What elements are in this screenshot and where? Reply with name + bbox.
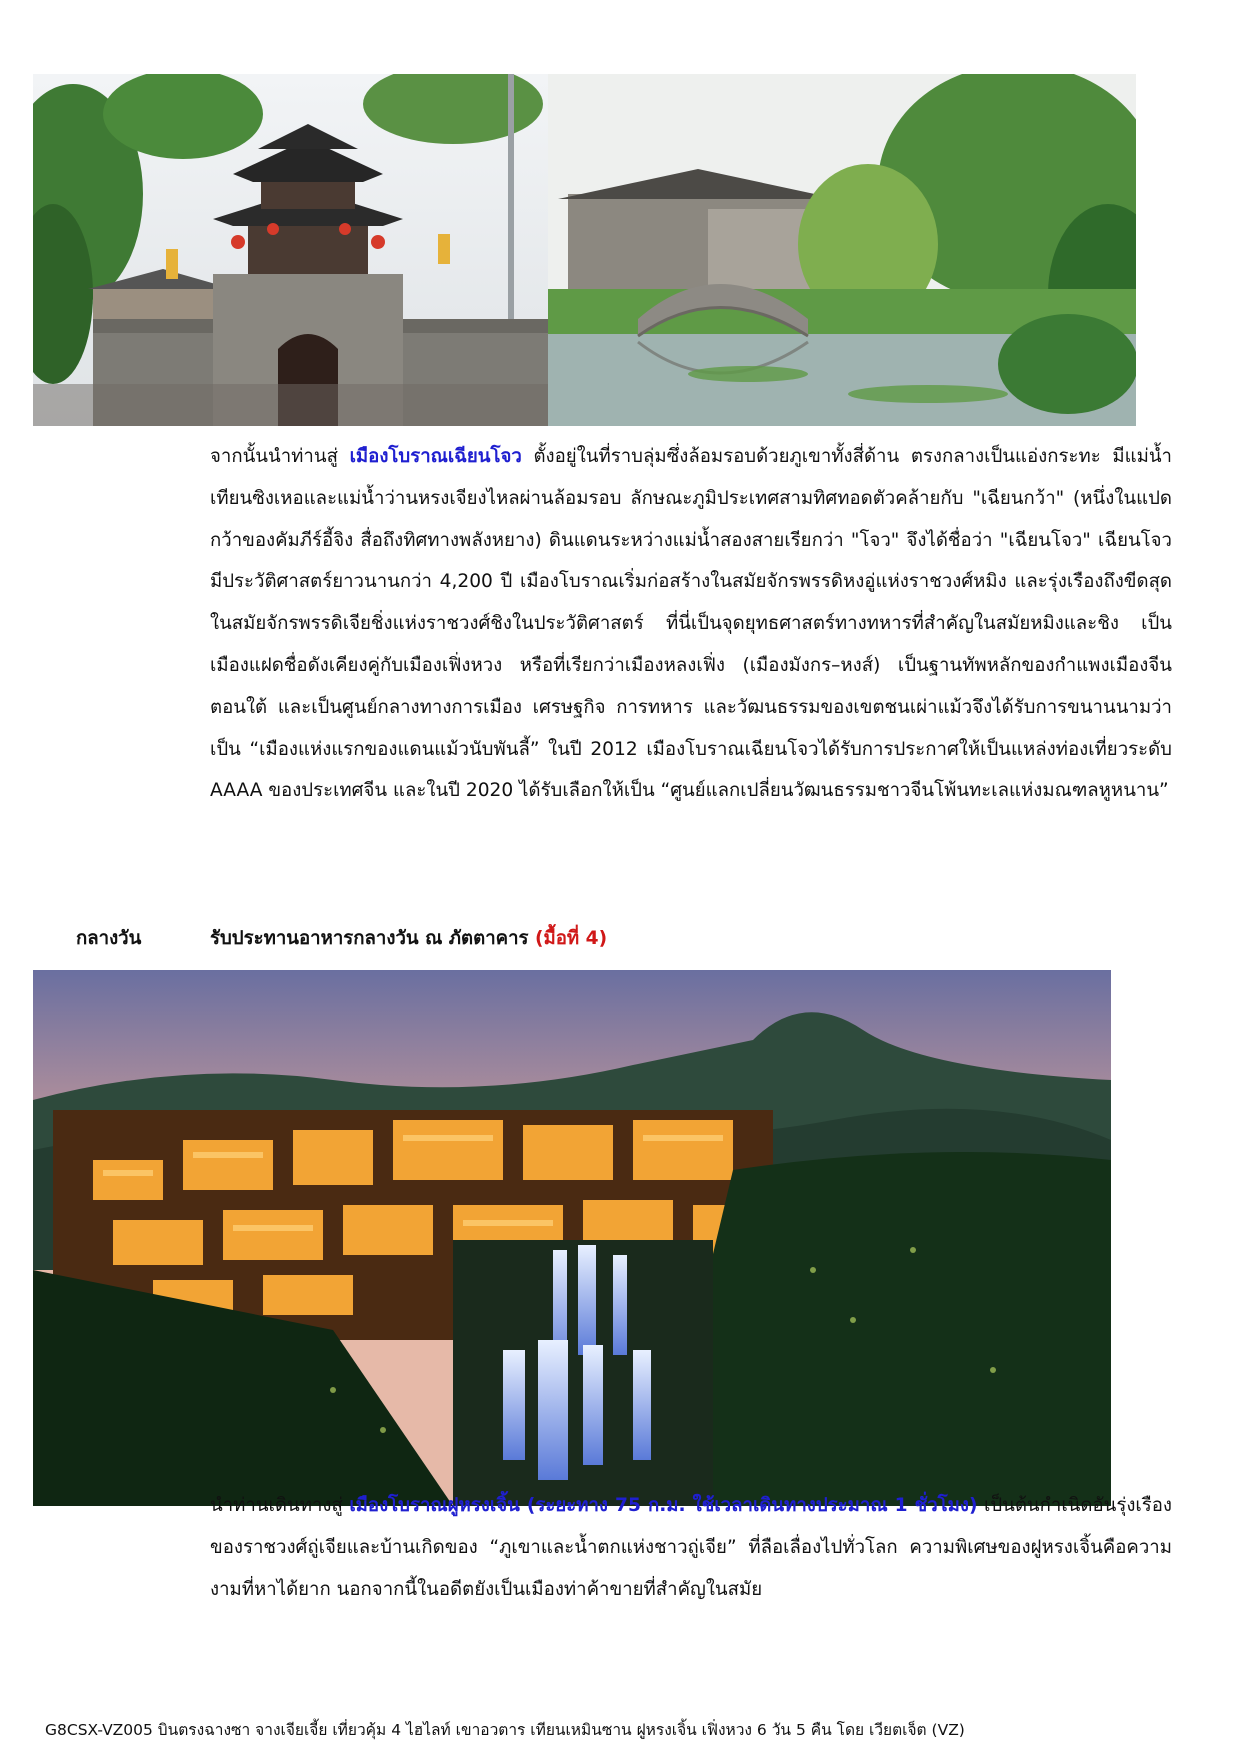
furong-title: เมืองโบราณฝูหรงเจิ้น xyxy=(349,1495,520,1516)
paragraph-qianzhou xyxy=(210,436,1172,812)
meal-label: กลางวัน xyxy=(76,928,142,949)
bridge-illustration xyxy=(548,74,1136,426)
gate-illustration xyxy=(33,74,548,426)
meal-text: รับประทานอาหารกลางวัน ณ ภัตตาคาร xyxy=(210,928,535,949)
para2-body: เป็นต้นกำเนิดอันรุ่งเรืองของราชวงศ์ถู่เจียและบ้านเกิดของ “ภูเขาและน้ำตกแห่งชาวถู่เจีย” ที่ลือเลื่องไปทั่วโลก ความพิเศษของฝูหรงเจิ้นคือความงามที่หาได้ยาก นอกจากนี้ในอดีตยังเป็นเมืองท่าค้าขายที่สำคัญในสมัย xyxy=(210,1495,1173,1600)
meal-note: (มื้อที่ 4) xyxy=(534,928,608,949)
photo-arch-bridge xyxy=(548,74,1136,426)
qianzhou-title: เมืองโบราณเฉียนโจว xyxy=(349,446,522,467)
photo-ancient-gate xyxy=(33,74,548,426)
paragraph-furong xyxy=(210,1485,1172,1610)
para1-intro: จากนั้นนำท่านสู่ xyxy=(210,446,350,467)
photo-furong-night xyxy=(33,970,1111,1506)
para2-intro: นำท่านเดินทางสู่ xyxy=(210,1495,350,1516)
page-footer: G8CSX-VZ005 บินตรงฉางซา จางเจียเจี้ย เที่ยวคุ้ม 4 ไฮไลท์ เขาอวตาร เทียนเหมินซาน ฝูหรงเจิ้น เฟิ่งหวง 6 วัน 5 คืน โดย เวียตเจ็ต (VZ) xyxy=(45,1721,965,1739)
para1-body: ตั้งอยู่ในที่ราบลุ่มซึ่งล้อมรอบด้วยภูเขาทั้งสี่ด้าน ตรงกลางเป็นแอ่งกระทะ มีแม่น้ำเทียนซิงเหอและแม่น้ำว่านหรงเจียงไหลผ่านล้อมรอบ ลักษณะภูมิประเทศสามทิศทอดตัวคล้ายกับ "เฉียนกว้า" (หนึ่งในแปดกว้าของคัมภีร์อี้จิง สื่อถึงทิศทางพลังหยาง) ดินแดนระหว่างแม่น้ำสองสายเรียกว่า "โจว" จึงได้ชื่อว่า "เฉียนโจว" เฉียนโจวมีประวัติศาสตร์ยาวนานกว่า 4,200 ปี เมืองโบราณเริ่มก่อสร้างในสมัยจักรพรรดิหงอู่แห่งราชวงศ์หมิง และรุ่งเรืองถึงขีดสุดในสมัยจักรพรรดิเจียชิ่งแห่งราชวงศ์ชิงในประวัติศาสตร์ ที่นี่เป็นจุดยุทธศาสตร์ทางทหารที่สำคัญในสมัยหมิงและชิง เป็นเมืองแฝดชื่อดังเคียงคู่กับเมืองเฟิ่งหวง หรือที่เรียกว่าเมืองหลงเฟิ่ง (เมืองมังกร–หงส์) เป็นฐานทัพหลักของกำแพงเมืองจีนตอนใต้ และเป็นศูนย์กลางทางการเมือง เศรษฐกิจ การทหาร และวัฒนธรรมของเขตชนเผ่าแม้วจึงได้รับการขนานนามว่าเป็น “เมืองแห่งแรกของแดนแม้วนับพันลี้” ในปี 2012 เมืองโบราณเฉียนโจวได้รับการประกาศให้เป็นแหล่งท่องเที่ยวระดับ AAAA ของประเทศจีน และในปี 2020 ได้รับเลือกให้เป็น “ศูนย์แลกเปลี่ยนวัฒนธรรมชาวจีนโพ้นทะเลแห่งมณฑลหูหนาน” xyxy=(210,446,1172,802)
furong-illustration xyxy=(33,970,1111,1506)
travel-note: (ระยะทาง 75 ก.ม. ใช้เวลาเดินทางประมาณ 1 ชั่วโมง) xyxy=(519,1495,978,1516)
meal-description xyxy=(210,924,607,953)
